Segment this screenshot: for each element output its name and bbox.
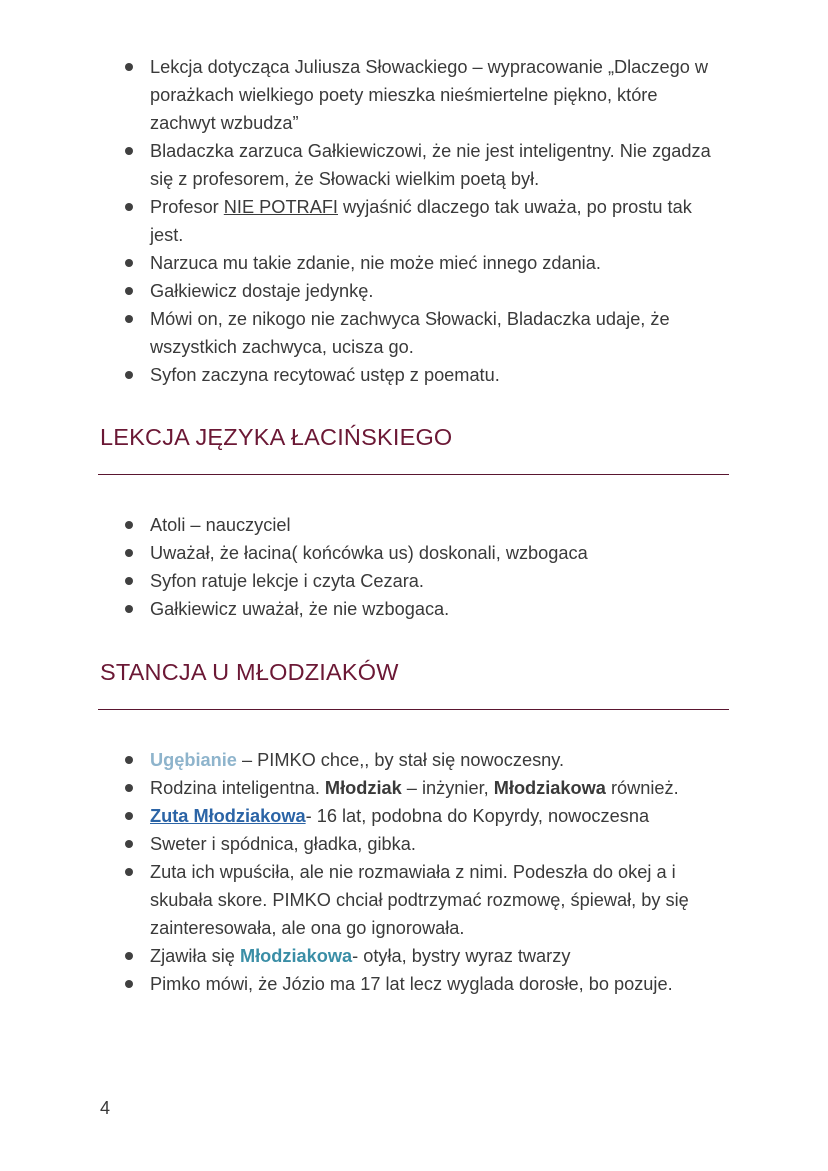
list-item: Zjawiła się Młodziakowa- otyła, bystry wyraz twarzy bbox=[122, 942, 722, 970]
list-item: Pimko mówi, że Józio ma 17 lat lecz wyglada dorosłe, bo pozuje. bbox=[122, 970, 722, 998]
underlined-text: NIE POTRAFI bbox=[223, 197, 338, 217]
list-item: Syfon ratuje lekcje i czyta Cezara. bbox=[122, 567, 722, 595]
list-item: Zuta Młodziakowa- 16 lat, podobna do Kopyrdy, nowoczesna bbox=[122, 802, 722, 830]
slowacki-lesson-list bbox=[122, 53, 722, 389]
heading-rule bbox=[98, 474, 729, 475]
heading-rule bbox=[98, 709, 729, 710]
list-item: Rodzina inteligentna. Młodziak – inżynier, Młodziakowa również. bbox=[122, 774, 722, 802]
page-number: 4 bbox=[100, 1098, 111, 1118]
list-item: Atoli – nauczyciel bbox=[122, 511, 722, 539]
list-item: Gałkiewicz dostaje jedynkę. bbox=[122, 277, 722, 305]
list-item: Lekcja dotycząca Juliusza Słowackiego – wypracowanie „Dlaczego w porażkach wielkiego poety mieszka nieśmiertelne piękno, które zachwyt wzbudza” bbox=[122, 53, 722, 137]
list-item: Syfon zaczyna recytować ustęp z poematu. bbox=[122, 361, 722, 389]
list-item: Mówi on, ze nikogo nie zachwyca Słowacki, Bladaczka udaje, że wszystkich zachwyca, ucisza go. bbox=[122, 305, 722, 361]
section-heading-latin: LEKCJA JĘZYKA ŁACIŃSKIEGO bbox=[100, 424, 453, 450]
list-item: Ugębianie – PIMKO chce,, by stał się nowoczesny. bbox=[122, 746, 722, 774]
list-item: Sweter i spódnica, gładka, gibka. bbox=[122, 830, 722, 858]
list-item: Profesor NIE POTRAFI wyjaśnić dlaczego tak uważa, po prostu tak jest. bbox=[122, 193, 722, 249]
list-item: Narzuca mu takie zdanie, nie może mieć innego zdania. bbox=[122, 249, 722, 277]
latin-lesson-list bbox=[122, 511, 722, 623]
term-ugebianie: Ugębianie bbox=[150, 750, 237, 770]
list-item: Zuta ich wpuściła, ale nie rozmawiała z nimi. Podeszła do okej a i skubała skore. PIMKO chciał podtrzymać rozmowę, śpiewał, by się zainteresowała, ale ona go ignorowała. bbox=[122, 858, 722, 942]
list-item: Gałkiewicz uważał, że nie wzbogaca. bbox=[122, 595, 722, 623]
zuta-link[interactable]: Zuta Młodziakowa bbox=[150, 806, 306, 826]
list-item: Uważał, że łacina( końcówka us) doskonali, wzbogaca bbox=[122, 539, 722, 567]
stancja-list bbox=[122, 746, 722, 998]
section-heading-stancja: STANCJA U MŁODZIAKÓW bbox=[100, 659, 399, 685]
list-item: Bladaczka zarzuca Gałkiewiczowi, że nie jest inteligentny. Nie zgadza się z profesorem, że Słowacki wielkim poetą był. bbox=[122, 137, 722, 193]
term-mlodziakowa: Młodziakowa bbox=[239, 946, 353, 966]
